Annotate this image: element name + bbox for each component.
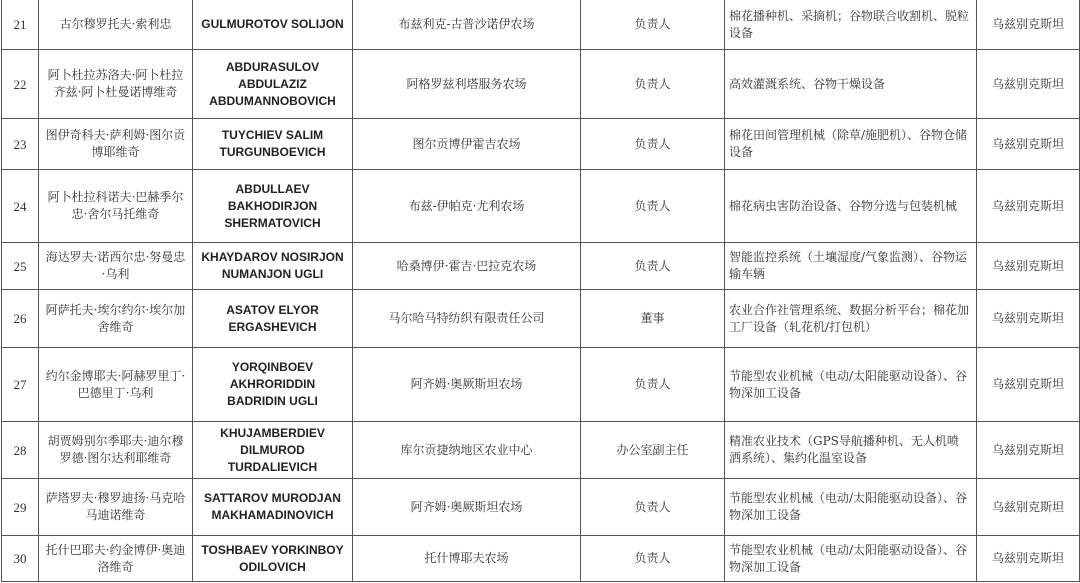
organization: 布兹-伊帕克·尤利农场 [353, 170, 581, 243]
position: 负责人 [581, 50, 725, 119]
chinese-name: 胡贾姆别尔季耶夫·迪尔穆罗德·图尔达利耶维奇 [39, 422, 193, 479]
row-number: 25 [2, 243, 39, 290]
organization: 马尔哈马特纺织有限责任公司 [353, 290, 581, 348]
table-row [2, 290, 1080, 348]
equipment: 节能型农业机械（电动/太阳能驱动设备）、谷物深加工设备 [725, 348, 977, 422]
country: 乌兹别克斯坦 [977, 119, 1080, 170]
organization: 阿齐姆·奥厥斯坦农场 [353, 348, 581, 422]
country: 乌兹别克斯坦 [977, 536, 1080, 582]
row-number: 24 [2, 170, 39, 243]
organization: 阿齐姆·奥厥斯坦农场 [353, 479, 581, 536]
table-row [2, 422, 1080, 479]
organization: 托什博耶夫农场 [353, 536, 581, 582]
latin-name: ABDULLAEV BAKHODIRJON SHERMATOVICH [193, 170, 353, 243]
chinese-name: 约尔金博耶夫·阿赫罗里丁·巴德里丁·乌利 [39, 348, 193, 422]
country: 乌兹别克斯坦 [977, 422, 1080, 479]
equipment: 农业合作社管理系统、数据分析平台；棉花加工厂设备（轧花机/打包机） [725, 290, 977, 348]
chinese-name: 托什巴耶夫·约金博伊·奥迪洛维奇 [39, 536, 193, 582]
latin-name: KHUJAMBERDIEV DILMUROD TURDALIEVICH [193, 422, 353, 479]
position: 负责人 [581, 243, 725, 290]
table-row [2, 119, 1080, 170]
equipment: 棉花田间管理机械（除草/施肥机）、谷物仓储设备 [725, 119, 977, 170]
row-number: 22 [2, 50, 39, 119]
table-row [2, 348, 1080, 422]
row-number: 30 [2, 536, 39, 582]
country: 乌兹别克斯坦 [977, 479, 1080, 536]
row-number: 26 [2, 290, 39, 348]
chinese-name: 海达罗夫·诺西尔忠·努曼忠·乌利 [39, 243, 193, 290]
country: 乌兹别克斯坦 [977, 243, 1080, 290]
row-number: 28 [2, 422, 39, 479]
organization: 图尔贡博伊霍吉农场 [353, 119, 581, 170]
row-number: 21 [2, 0, 39, 50]
country: 乌兹别克斯坦 [977, 170, 1080, 243]
row-number: 29 [2, 479, 39, 536]
position: 董事 [581, 290, 725, 348]
latin-name: KHAYDAROV NOSIRJON NUMANJON UGLI [193, 243, 353, 290]
table-row [2, 170, 1080, 243]
roster-table [1, 0, 1080, 582]
table-row [2, 0, 1080, 50]
table-row [2, 536, 1080, 582]
organization: 布兹利克-古普沙诺伊农场 [353, 0, 581, 50]
row-number: 23 [2, 119, 39, 170]
row-number: 27 [2, 348, 39, 422]
equipment: 节能型农业机械（电动/太阳能驱动设备）、谷物深加工设备 [725, 536, 977, 582]
equipment: 精准农业技术（GPS导航播种机、无人机喷洒系统）、集约化温室设备 [725, 422, 977, 479]
chinese-name: 阿卜杜拉科诺夫·巴赫季尔忠·舍尔马托维奇 [39, 170, 193, 243]
table-row [2, 479, 1080, 536]
chinese-name: 萨塔罗夫·穆罗迪扬·马克哈马迪诺维奇 [39, 479, 193, 536]
chinese-name: 图伊奇科夫·萨利姆·图尔贡博耶维奇 [39, 119, 193, 170]
latin-name: ASATOV ELYOR ERGASHEVICH [193, 290, 353, 348]
equipment: 棉花病虫害防治设备、谷物分选与包装机械 [725, 170, 977, 243]
latin-name: SATTAROV MURODJAN MAKHAMADINOVICH [193, 479, 353, 536]
organization: 哈桑博伊·霍吉·巴拉克农场 [353, 243, 581, 290]
equipment: 高效灌溉系统、谷物干燥设备 [725, 50, 977, 119]
organization: 库尔贡捷纳地区农业中心 [353, 422, 581, 479]
position: 负责人 [581, 0, 725, 50]
equipment: 棉花播种机、采摘机；谷物联合收割机、脱粒设备 [725, 0, 977, 50]
table-row [2, 50, 1080, 119]
country: 乌兹别克斯坦 [977, 290, 1080, 348]
position: 负责人 [581, 119, 725, 170]
equipment: 节能型农业机械（电动/太阳能驱动设备）、谷物深加工设备 [725, 479, 977, 536]
country: 乌兹别克斯坦 [977, 348, 1080, 422]
latin-name: YORQINBOEV AKHRORIDDIN BADRIDIN UGLI [193, 348, 353, 422]
equipment: 智能监控系统（土壤湿度/气象监测）、谷物运输车辆 [725, 243, 977, 290]
position: 负责人 [581, 479, 725, 536]
chinese-name: 阿萨托夫·埃尔约尔·埃尔加舍维奇 [39, 290, 193, 348]
country: 乌兹别克斯坦 [977, 50, 1080, 119]
position: 办公室副主任 [581, 422, 725, 479]
chinese-name: 古尔穆罗托夫·索利忠 [39, 0, 193, 50]
latin-name: TUYCHIEV SALIM TURGUNBOEVICH [193, 119, 353, 170]
chinese-name: 阿卜杜拉苏洛夫·阿卜杜拉齐兹·阿卜杜曼诺博维奇 [39, 50, 193, 119]
roster-body [2, 0, 1080, 582]
position: 负责人 [581, 536, 725, 582]
latin-name: GULMUROTOV SOLIJON [193, 0, 353, 50]
latin-name: TOSHBAEV YORKINBOY ODILOVICH [193, 536, 353, 582]
position: 负责人 [581, 170, 725, 243]
country: 乌兹别克斯坦 [977, 0, 1080, 50]
organization: 阿格罗兹利塔服务农场 [353, 50, 581, 119]
position: 负责人 [581, 348, 725, 422]
table-row [2, 243, 1080, 290]
latin-name: ABDURASULOV ABDULAZIZ ABDUMANNOBOVICH [193, 50, 353, 119]
